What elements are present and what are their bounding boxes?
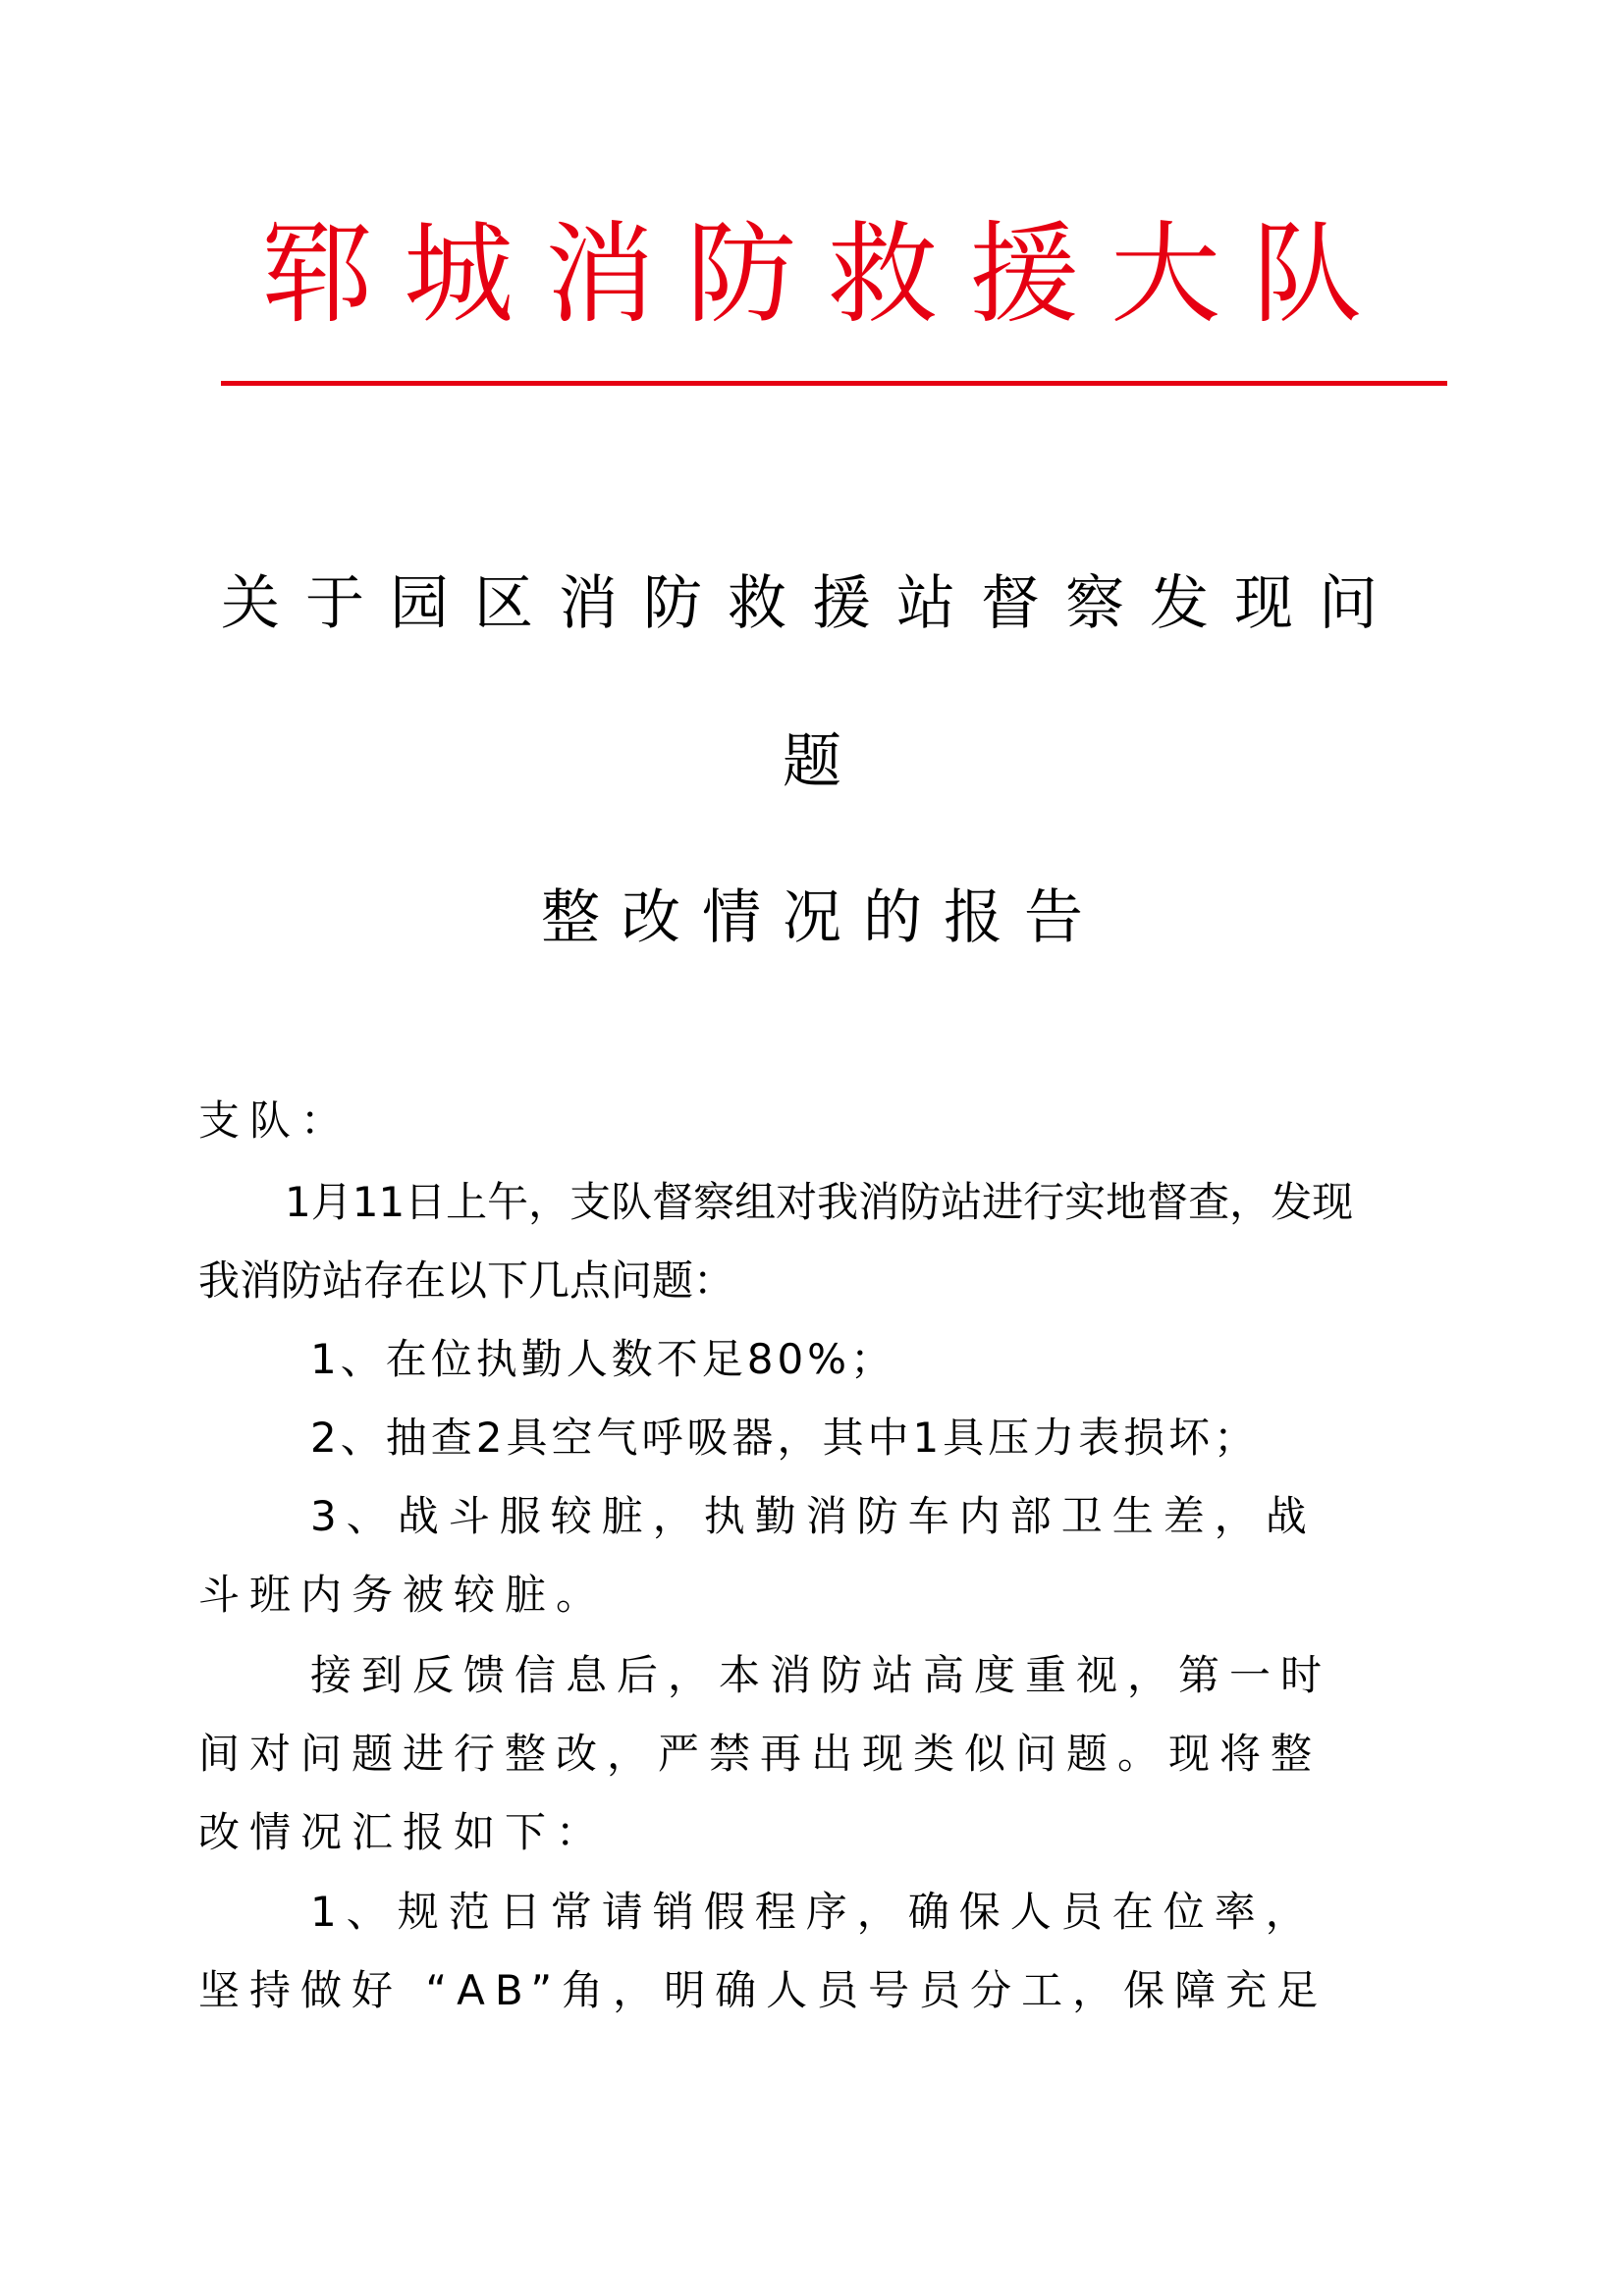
- org-name-heading: 郓城消防救援大队: [262, 211, 1393, 339]
- fix-1-line-1: 1、规范日常请销假程序，确保人员在位率，: [310, 1888, 1317, 1936]
- red-header-rule: [221, 381, 1447, 386]
- document-title-line-2: 题: [783, 727, 841, 796]
- document-title-line-3: 整改情况的报告: [541, 883, 1105, 952]
- response-line-2: 间对问题进行整改，严禁再出现类似问题。现将整: [198, 1730, 1323, 1778]
- document-title-line-1: 关于园区消防救援站督察发现问: [221, 569, 1403, 638]
- response-line-1: 接到反馈信息后，本消防站高度重视，第一时: [310, 1651, 1332, 1699]
- issue-3-line-2: 斗班内务被较脏。: [198, 1571, 608, 1619]
- issue-1: 1、在位执勤人数不足80%；: [310, 1335, 896, 1383]
- response-line-3: 改情况汇报如下：: [198, 1808, 608, 1856]
- intro-line-1: 1月11日上午，支队督察组对我消防站进行实地督查，发现: [285, 1178, 1354, 1226]
- intro-line-2: 我消防站存在以下几点问题：: [198, 1256, 735, 1305]
- issue-3-line-1: 3、战斗服较脏，执勤消防车内部卫生差，战: [310, 1492, 1317, 1540]
- fix-1-line-2: 坚持做好 “AB”角，明确人员号员分工，保障充足: [198, 1966, 1328, 2014]
- issue-2: 2、抽查2具空气呼吸器，其中1具压力表损坏；: [310, 1414, 1260, 1462]
- salutation: 支队：: [198, 1096, 352, 1145]
